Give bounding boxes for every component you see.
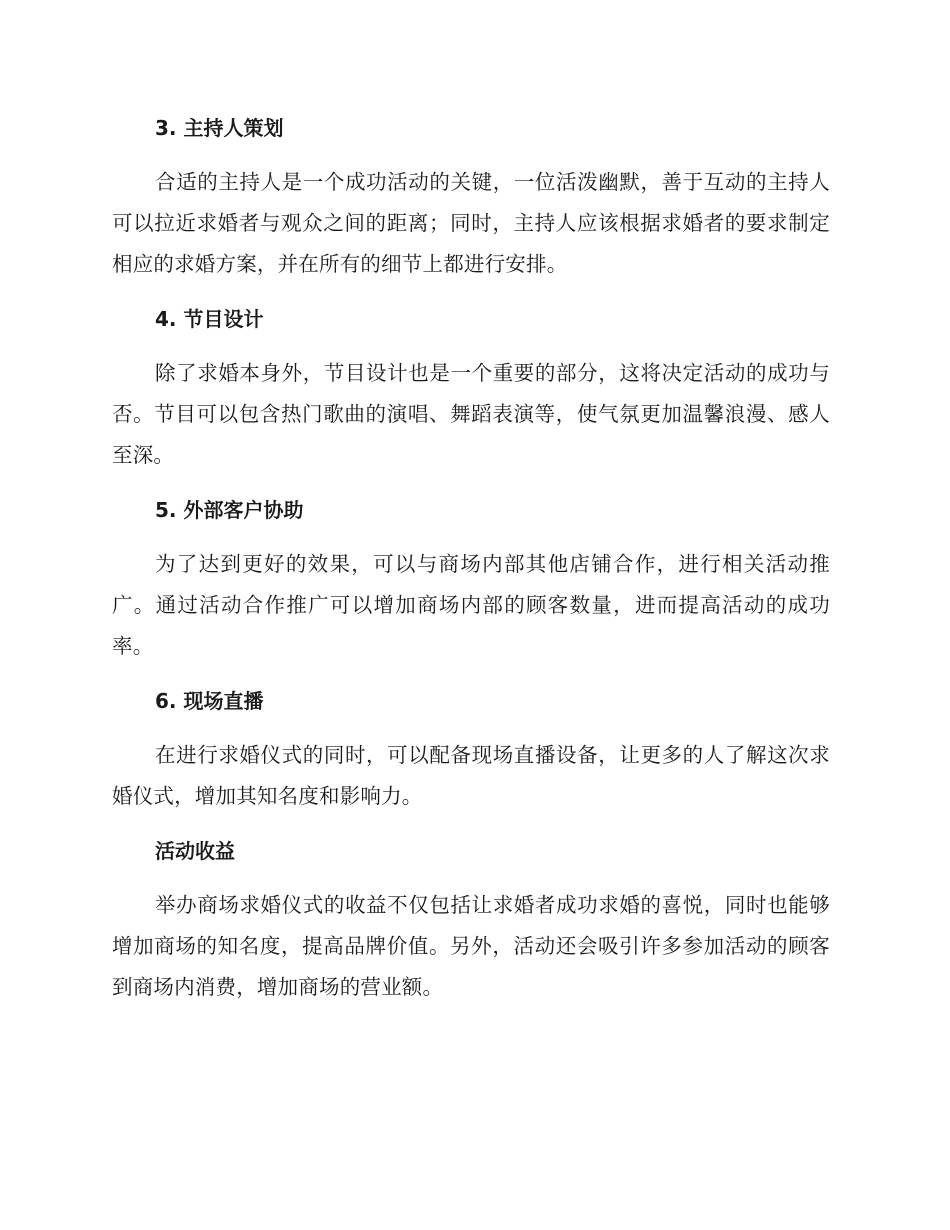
document-body bbox=[112, 108, 830, 1008]
section-event-benefits bbox=[112, 831, 830, 1008]
section-external-cooperation bbox=[112, 490, 830, 681]
section-paragraph: 举办商场求婚仪式的收益不仅包括让求婚者成功求婚的喜悦，同时也能够增加商场的知名度，提高品牌价值。另外，活动还会吸引许多参加活动的顾客到商场内消费，增加商场的营业额。 bbox=[112, 893, 830, 999]
section-heading: 6. 现场直播 bbox=[155, 689, 264, 713]
section-paragraph: 合适的主持人是一个成功活动的关键，一位活泼幽默，善于互动的主持人可以拉近求婚者与观众之间的距离；同时，主持人应该根据求婚者的要求制定相应的求婚方案，并在所有的细节上都进行安排。 bbox=[112, 170, 830, 276]
section-paragraph: 除了求婚本身外，节目设计也是一个重要的部分，这将决定活动的成功与否。节目可以包含热门歌曲的演唱、舞蹈表演等，使气氛更加温馨浪漫、感人至深。 bbox=[112, 361, 830, 467]
section-heading: 3. 主持人策划 bbox=[155, 116, 284, 140]
section-heading: 5. 外部客户协助 bbox=[155, 498, 304, 522]
section-paragraph: 为了达到更好的效果，可以与商场内部其他店铺合作，进行相关活动推广。通过活动合作推广可以增加商场内部的顾客数量，进而提高活动的成功率。 bbox=[112, 552, 830, 658]
section-paragraph: 在进行求婚仪式的同时，可以配备现场直播设备，让更多的人了解这次求婚仪式，增加其知名度和影响力。 bbox=[112, 743, 830, 808]
section-heading: 4. 节目设计 bbox=[155, 307, 264, 331]
section-heading: 活动收益 bbox=[155, 839, 235, 863]
section-host-planning bbox=[112, 108, 830, 299]
section-program-design bbox=[112, 299, 830, 490]
section-live-broadcast bbox=[112, 681, 830, 831]
